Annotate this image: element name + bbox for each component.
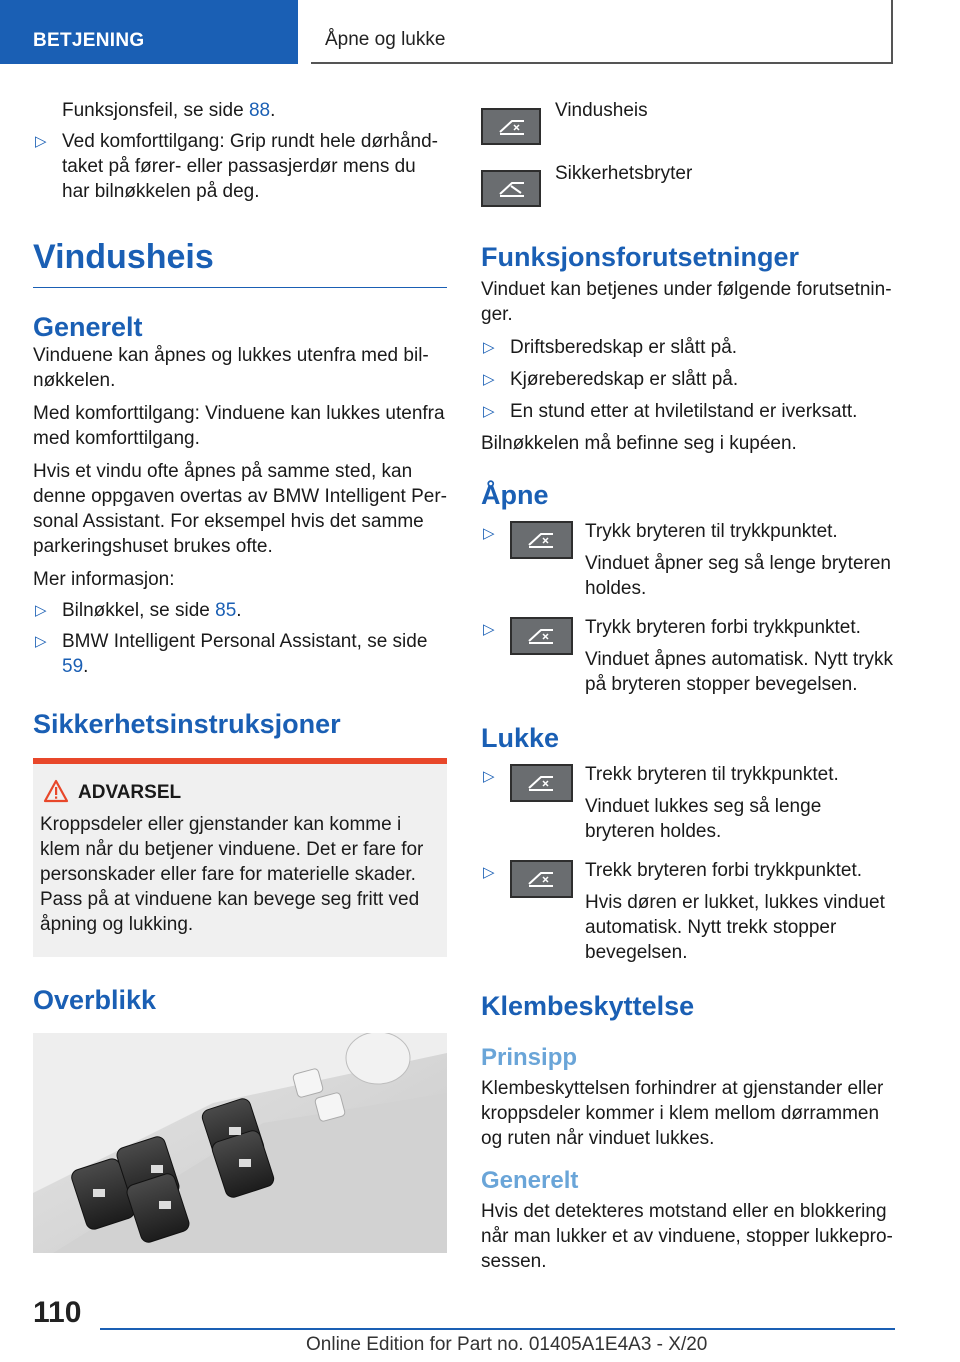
right-column (481, 100, 895, 1274)
window-switch-icon (481, 108, 541, 145)
legend-row (481, 163, 895, 212)
chapter-header (311, 0, 893, 64)
window-switch-icon (510, 764, 573, 802)
bullet-triangle-icon: ▷ (483, 621, 495, 638)
paragraph: Vinduet kan betjenes under følgende forutsetnin-ger. (481, 279, 892, 325)
legend-row (481, 100, 895, 150)
list-item: ▷ Trekk bryteren forbi trykkpunktet. Hvis døren er lukket, lukkes vinduet automatisk. Nytt trekk stopper bevegelsen. (483, 860, 885, 963)
warning-box (33, 758, 447, 957)
subheading-general: Generelt (481, 1167, 579, 1194)
subheading-principle: Prinsipp (481, 1044, 578, 1071)
warning-text: Kroppsdeler eller gjenstander kan komme i klem når du betjener vinduene. Det er fare for personskader eller fare for materielle skader. Pass på at vinduene kan bevege seg fritt ved åpning og lukking. (40, 814, 424, 935)
paragraph: Hvis det detekteres motstand eller en blokkering når man lukker et av vinduene, stopper lukkepro-sessen. (481, 1201, 893, 1272)
bullet-triangle-icon: ▷ (35, 133, 47, 150)
page-number: 110 (33, 1296, 82, 1329)
paragraph: Mer informasjon: (33, 569, 175, 590)
legend-label: Sikkerhetsbryter (555, 163, 693, 184)
page-link-59[interactable]: 59 (62, 656, 84, 677)
window-switch-photo (33, 1033, 447, 1253)
warning-title: ADVARSEL (40, 782, 440, 804)
intro-line: Funksjonsfeil, se side 88. (62, 100, 276, 121)
paragraph: Med komforttilgang: Vinduene kan lukkes utenfra med komforttilgang. (33, 403, 445, 449)
page-link-88[interactable]: 88 (248, 100, 271, 121)
section-label: BETJENING (33, 30, 145, 51)
list-item: ▷ Trykk bryteren til trykkpunktet. Vinduet åpner seg så lenge bryteren holdes. (483, 521, 891, 599)
list-item: ▷ En stund etter at hviletilstand er iverksatt. (483, 401, 858, 422)
list-item: ▷ Driftsberedskap er slått på. (483, 337, 738, 358)
section-heading-open: Åpne (481, 480, 549, 510)
paragraph: Bilnøkkelen må befinne seg i kupéen. (481, 433, 797, 454)
list-item: ▷ Ved komforttilgang: Grip rundt hele dørhånd-taket på fører- eller passasjerdør mens du har bilnøkkelen på deg. (35, 131, 438, 202)
bullet-triangle-icon: ▷ (483, 525, 495, 542)
safety-switch-icon (481, 170, 541, 207)
list-item: ▷ BMW Intelligent Personal Assistant, se side 59. (35, 631, 428, 677)
list-item: ▷ Kjøreberedskap er slått på. (483, 369, 739, 390)
bullet-triangle-icon: ▷ (35, 602, 47, 619)
window-switch-icon (510, 860, 573, 898)
window-switch-icon (510, 617, 573, 655)
section-heading-safety: Sikkerhetsinstruksjoner (33, 709, 341, 739)
page-link-85[interactable]: 85 (215, 600, 237, 621)
paragraph: Klembeskyttelsen forhindrer at gjenstander eller kroppsdeler kommer i klem mellom dørrammen og ruten når vinduet lukkes. (481, 1078, 884, 1149)
section-heading-overview: Overblikk (33, 985, 157, 1015)
bullet-triangle-icon: ▷ (483, 339, 495, 356)
list-item: ▷ Bilnøkkel, se side 85. (35, 600, 242, 621)
window-switch-icon (510, 521, 573, 559)
chapter-title: Åpne og lukke (325, 29, 446, 50)
bullet-triangle-icon: ▷ (483, 403, 495, 420)
section-heading-generelt: Generelt (33, 312, 143, 342)
list-item: ▷ Trykk bryteren forbi trykkpunktet. Vinduet åpnes automatisk. Nytt trykk på bryteren stopper bevegelsen. (483, 617, 894, 695)
section-heading-prereq: Funksjonsforutsetninger (481, 242, 800, 272)
footer-edition: Online Edition for Part no. 01405A1E4A3 - X/20 (306, 1334, 708, 1355)
footer-divider (100, 1328, 895, 1330)
bullet-triangle-icon: ▷ (483, 768, 495, 785)
legend-label: Vindusheis (555, 100, 648, 121)
bullet-triangle-icon: ▷ (483, 864, 495, 881)
paragraph: Vinduene kan åpnes og lukkes utenfra med bil-nøkkelen. (33, 345, 429, 391)
warning-triangle-icon (43, 779, 69, 803)
section-tab (0, 0, 298, 64)
bullet-triangle-icon: ▷ (35, 633, 47, 650)
paragraph: Hvis et vindu ofte åpnes på samme sted, kan denne oppgaven overtas av BMW Intelligent Per-sonal Assistant. For eksempel hvis det samme parkeringshuset brukes ofte. (33, 461, 448, 557)
bullet-triangle-icon: ▷ (483, 371, 495, 388)
section-heading-close: Lukke (481, 723, 560, 753)
page-title: Vindusheis (33, 238, 447, 288)
left-column (33, 98, 447, 1016)
section-heading-pinch: Klembeskyttelse (481, 991, 695, 1021)
list-item: ▷ Trekk bryteren til trykkpunktet. Vinduet lukkes seg så lenge bryteren holdes. (483, 764, 839, 842)
